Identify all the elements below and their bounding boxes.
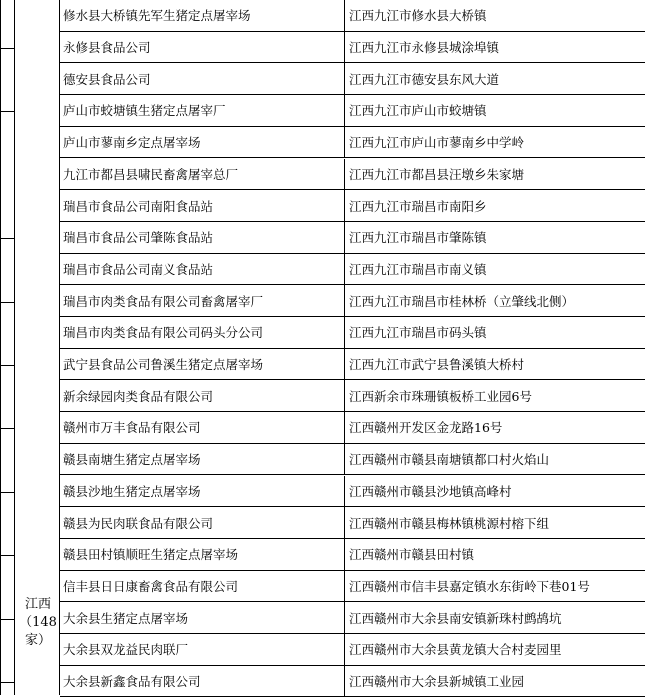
facility-name-cell: 赣州市万丰食品有限公司 — [60, 412, 345, 443]
table-row — [60, 602, 645, 634]
left-margin-rule — [0, 428, 14, 429]
facility-name-cell: 大余县双龙益民肉联厂 — [60, 634, 345, 665]
facility-name-cell: 九江市都昌县啸民畜禽屠宰总厂 — [60, 159, 345, 190]
facility-name-cell: 瑞昌市食品公司南义食品站 — [60, 254, 345, 285]
facility-name-cell: 新余绿园肉类食品有限公司 — [60, 380, 345, 411]
table-row — [60, 634, 645, 666]
facility-address-cell: 江西九江市瑞昌市南义镇 — [349, 261, 487, 277]
table-row — [60, 127, 645, 159]
table-row — [60, 285, 645, 317]
table-row — [60, 507, 645, 539]
region-count: （148 — [19, 615, 57, 630]
left-margin-rule — [0, 111, 14, 112]
table-row — [60, 222, 645, 254]
facility-name-cell: 赣县沙地生猪定点屠宰场 — [60, 476, 345, 507]
left-margin-rule — [0, 619, 14, 620]
facility-address-cell: 江西赣州市赣县田村镇 — [349, 547, 475, 563]
facility-name-cell: 永修县食品公司 — [60, 32, 345, 63]
left-margin-rule — [0, 365, 14, 366]
table-row — [60, 444, 645, 476]
facility-address-cell: 江西赣州市信丰县嘉定镇水东街岭下巷01号 — [349, 578, 590, 594]
facility-address-cell: 江西赣州市赣县沙地镇高峰村 — [349, 483, 512, 499]
facility-address-cell: 江西九江市瑞昌市肇陈镇 — [349, 230, 487, 246]
facility-name-cell: 大余县生猪定点屠宰场 — [60, 602, 345, 633]
left-margin-rule — [0, 238, 14, 239]
facility-address-cell: 江西新余市珠珊镇板桥工业园6号 — [349, 388, 532, 404]
left-margin-rule — [0, 555, 14, 556]
table-row — [60, 380, 645, 412]
table-row — [60, 95, 645, 127]
facility-name-cell: 武宁县食品公司鲁溪生猪定点屠宰场 — [60, 349, 345, 380]
facility-name-cell: 庐山市蛟塘镇生猪定点屠宰厂 — [60, 95, 345, 126]
facility-name-cell: 庐山市蓼南乡定点屠宰场 — [60, 127, 345, 158]
table-row — [60, 349, 645, 381]
table-left-border — [0, 0, 1, 695]
facility-address-cell: 江西赣州市赣县南塘镇都口村火焰山 — [349, 452, 550, 468]
table-row — [60, 571, 645, 603]
facility-address-cell: 江西九江市武宁县鲁溪镇大桥村 — [349, 357, 525, 373]
table-row — [60, 539, 645, 571]
table-row — [60, 159, 645, 191]
facility-address-cell: 江西九江市修水县大桥镇 — [349, 8, 487, 24]
facility-name-cell: 大余县新鑫食品有限公司 — [60, 666, 345, 697]
left-margin-rule — [0, 682, 14, 683]
facility-name-cell: 德安县食品公司 — [60, 63, 345, 94]
facility-address-cell: 江西赣州市大余县南安镇新珠村鹧鸪坑 — [349, 610, 562, 626]
facility-address-cell: 江西九江市瑞昌市南阳乡 — [349, 198, 487, 214]
facility-address-cell: 江西九江市瑞昌市码头镇 — [349, 325, 487, 341]
region-label — [15, 596, 61, 650]
facility-name-cell: 瑞昌市肉类食品有限公司畜禽屠宰厂 — [60, 285, 345, 316]
table-row — [60, 317, 645, 349]
region-province: 江西 — [24, 597, 51, 612]
facility-name-cell: 瑞昌市肉类食品有限公司码头分公司 — [60, 317, 345, 348]
left-margin-rule — [0, 492, 14, 493]
facility-address-cell: 江西九江市庐山市蛟塘镇 — [349, 103, 487, 119]
facility-name-cell: 赣县南塘生猪定点屠宰场 — [60, 444, 345, 475]
table-row — [60, 0, 645, 32]
table-row — [60, 32, 645, 64]
facility-address-cell: 江西赣州市大余县黄龙镇大合村麦园里 — [349, 642, 562, 658]
facility-address-cell: 江西九江市庐山市蓼南乡中学岭 — [349, 135, 525, 151]
facility-address-cell: 江西赣州开发区金龙路16号 — [349, 420, 503, 436]
facility-address-cell: 江西赣州市赣县梅林镇桃源村榕下组 — [349, 515, 550, 531]
facility-name-cell: 修水县大桥镇先军生猪定点屠宰场 — [60, 0, 345, 31]
facility-address-cell: 江西九江市永修县城涂埠镇 — [349, 40, 500, 56]
table-row — [60, 666, 645, 697]
facility-name-cell: 瑞昌市食品公司南阳食品站 — [60, 190, 345, 221]
left-margin-rule — [0, 302, 14, 303]
facility-address-cell: 江西九江市瑞昌市桂林桥（立肇线北侧） — [349, 293, 575, 309]
region-count-unit: 家） — [24, 633, 51, 648]
facility-name-cell: 赣县为民肉联食品有限公司 — [60, 507, 345, 538]
facility-address-cell: 江西九江市德安县东风大道 — [349, 71, 500, 87]
table-row — [60, 190, 645, 222]
table-row — [60, 412, 645, 444]
left-margin-rule — [0, 48, 14, 49]
table-row — [60, 63, 645, 95]
facility-address-cell: 江西九江市都昌县汪墩乡朱家塘 — [349, 166, 525, 182]
table-row — [60, 476, 645, 508]
facility-name-cell: 瑞昌市食品公司肇陈食品站 — [60, 222, 345, 253]
facility-name-cell: 赣县田村镇顺旺生猪定点屠宰场 — [60, 539, 345, 570]
facility-address-cell: 江西赣州市大余县新城镇工业园 — [349, 674, 525, 690]
facility-name-cell: 信丰县日日康畜禽食品有限公司 — [60, 571, 345, 602]
table-row — [60, 254, 645, 286]
region-column — [14, 0, 60, 695]
